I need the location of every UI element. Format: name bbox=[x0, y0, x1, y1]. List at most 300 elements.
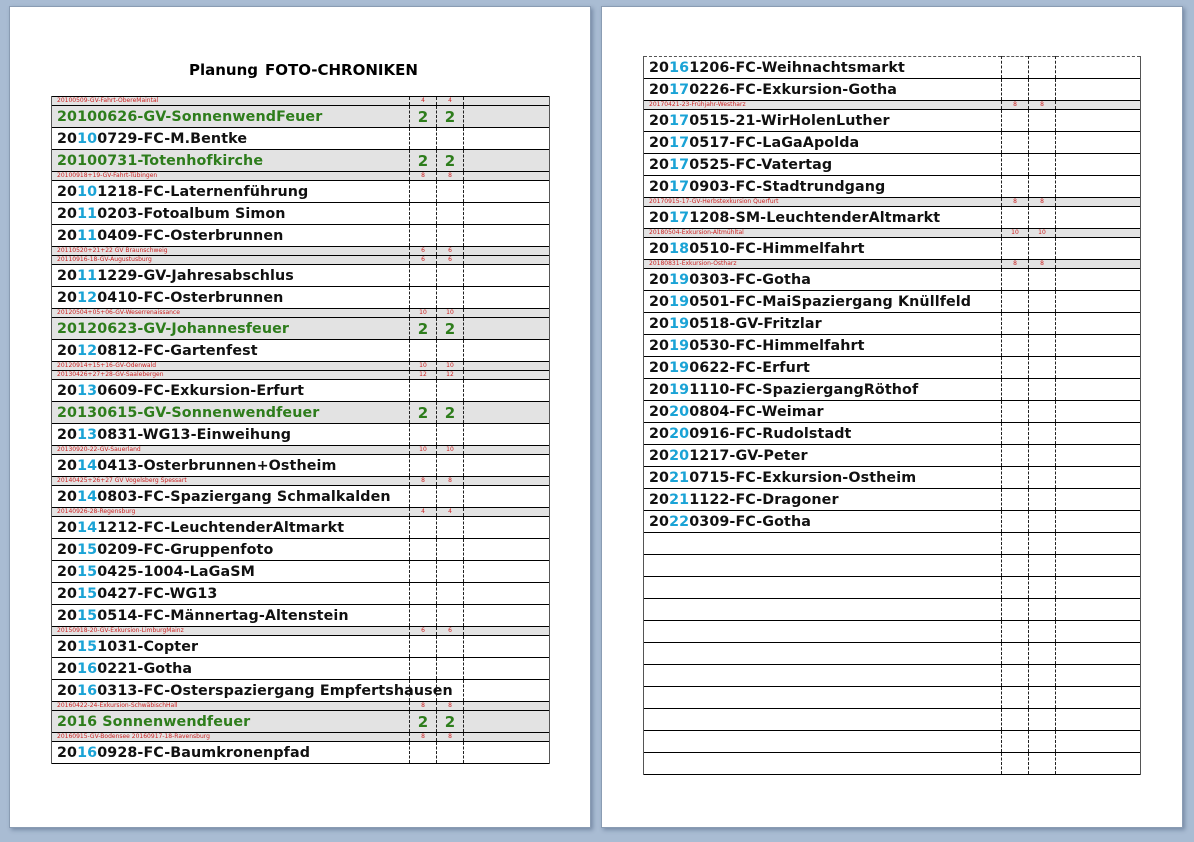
entry-year-prefix: 20 bbox=[57, 563, 78, 580]
trip-note-row bbox=[52, 97, 550, 106]
entry-year-highlight: 15 bbox=[77, 541, 98, 558]
count-cell-a bbox=[1002, 229, 1029, 238]
count-cell-a bbox=[1002, 357, 1029, 379]
spare-cell bbox=[1056, 198, 1141, 207]
count-cell-a bbox=[410, 309, 437, 318]
entry-name-cell bbox=[52, 680, 453, 702]
count-cell-a bbox=[410, 605, 437, 627]
count-cell-b bbox=[437, 318, 464, 340]
count-cell-a bbox=[1002, 445, 1029, 467]
entry-name-cell bbox=[644, 229, 1002, 238]
entry-name-cell bbox=[52, 636, 410, 658]
table-row bbox=[52, 583, 550, 605]
count-cell-a bbox=[410, 583, 437, 605]
entry-name-cell bbox=[52, 181, 410, 203]
entry-name-cell bbox=[52, 265, 410, 287]
entry-name-cell bbox=[644, 445, 1002, 467]
spare-cell bbox=[464, 371, 550, 380]
entry-year-prefix: 20 bbox=[57, 607, 78, 624]
spare-cell bbox=[1056, 621, 1141, 643]
entry-year-prefix: 20 bbox=[57, 130, 78, 147]
count-b: 8 bbox=[448, 172, 452, 179]
spare-cell bbox=[1056, 101, 1141, 110]
count-cell-a bbox=[410, 172, 437, 181]
table-row bbox=[52, 561, 550, 583]
entry-name-rest: 0209-FC-Gruppenfoto bbox=[97, 541, 274, 558]
count-cell-b bbox=[1029, 467, 1056, 489]
count-cell-b bbox=[1029, 665, 1056, 687]
entry-year-highlight: 15 bbox=[77, 563, 98, 580]
spare-cell bbox=[1056, 110, 1141, 132]
entry-name-rest: 0313-FC-Osterspaziergang Empfertshausen bbox=[97, 682, 453, 699]
count-cell-b bbox=[437, 477, 464, 486]
count-b: 2 bbox=[444, 712, 456, 731]
count-cell-b bbox=[437, 380, 464, 402]
entry-name-rest: 1031-Copter bbox=[97, 638, 199, 655]
trip-note-row bbox=[52, 256, 550, 265]
entry-year-highlight: 16 bbox=[77, 744, 98, 761]
count-cell-a bbox=[410, 225, 437, 247]
entry-year-prefix: 20 bbox=[649, 209, 670, 226]
count-cell-a bbox=[410, 455, 437, 477]
count-b: 6 bbox=[448, 627, 452, 634]
count-cell-b bbox=[1029, 313, 1056, 335]
entry-name-rest: 1122-FC-Dragoner bbox=[689, 491, 839, 508]
entry-name-rest: 1217-GV-Peter bbox=[689, 447, 808, 464]
entry-name-rest: 1218-FC-Laternenführung bbox=[97, 183, 309, 200]
table-row bbox=[644, 335, 1141, 357]
count-cell-b bbox=[437, 181, 464, 203]
count-cell-b bbox=[1029, 101, 1056, 110]
count-cell-b bbox=[437, 561, 464, 583]
trip-note-row bbox=[644, 229, 1141, 238]
spare-cell bbox=[464, 583, 550, 605]
entry-year-prefix: 20 bbox=[649, 337, 670, 354]
entry-year-prefix: 20 bbox=[57, 541, 78, 558]
table-row bbox=[52, 486, 550, 508]
table-row bbox=[644, 176, 1141, 198]
entry-year-prefix: 20 bbox=[57, 585, 78, 602]
document-page-left bbox=[9, 6, 591, 828]
count-cell-b bbox=[437, 172, 464, 181]
count-b: 10 bbox=[446, 362, 454, 369]
count-cell-a bbox=[1002, 313, 1029, 335]
spare-cell bbox=[464, 287, 550, 309]
spare-cell bbox=[464, 477, 550, 486]
spare-cell bbox=[464, 225, 550, 247]
entry-year-prefix: 20 bbox=[57, 267, 78, 284]
entry-name: 20130615-GV-Sonnenwendfeuer bbox=[57, 404, 320, 421]
count-cell-b bbox=[437, 106, 464, 128]
entry-name-cell bbox=[52, 733, 410, 742]
count-cell-b bbox=[1029, 269, 1056, 291]
count-cell-a bbox=[410, 508, 437, 517]
empty-row bbox=[644, 643, 1141, 665]
table-row bbox=[52, 181, 550, 203]
spare-cell bbox=[1056, 132, 1141, 154]
empty-row bbox=[644, 599, 1141, 621]
entry-year-highlight: 17 bbox=[669, 134, 690, 151]
spare-cell bbox=[464, 247, 550, 256]
spare-cell bbox=[1056, 555, 1141, 577]
entry-year-prefix: 20 bbox=[57, 342, 78, 359]
spare-cell bbox=[1056, 176, 1141, 198]
count-cell-a bbox=[410, 446, 437, 455]
entry-name-cell bbox=[52, 172, 410, 181]
count-b: 2 bbox=[444, 319, 456, 338]
table-row bbox=[644, 269, 1141, 291]
entry-name-rest: 0409-FC-Osterbrunnen bbox=[97, 227, 284, 244]
entry-name-cell bbox=[52, 658, 410, 680]
count-cell-b bbox=[437, 508, 464, 517]
count-a: 10 bbox=[419, 309, 427, 316]
count-cell-b bbox=[1029, 79, 1056, 101]
entry-name-cell bbox=[52, 362, 410, 371]
entry-name-cell bbox=[52, 318, 410, 340]
spare-cell bbox=[464, 172, 550, 181]
table-row bbox=[644, 489, 1141, 511]
count-cell-a bbox=[1002, 207, 1029, 229]
count-cell-a bbox=[410, 517, 437, 539]
entry-year-prefix: 20 bbox=[57, 205, 78, 222]
count-cell-a bbox=[410, 181, 437, 203]
entry-year-prefix: 20 bbox=[649, 240, 670, 257]
count-b: 8 bbox=[448, 477, 452, 484]
entry-year-prefix: 20 bbox=[649, 491, 670, 508]
entry-year-highlight: 16 bbox=[77, 660, 98, 677]
count-a: 10 bbox=[419, 362, 427, 369]
count-cell-b bbox=[437, 265, 464, 287]
entry-name-cell bbox=[644, 176, 1002, 198]
spare-cell bbox=[1056, 269, 1141, 291]
empty-row bbox=[644, 753, 1141, 775]
entry-year-prefix: 20 bbox=[57, 227, 78, 244]
entry-year-prefix: 20 bbox=[649, 425, 670, 442]
count-a: 8 bbox=[421, 477, 425, 484]
spare-cell bbox=[464, 309, 550, 318]
entry-name-rest: 1110-FC-SpaziergangRöthof bbox=[689, 381, 919, 398]
entry-name-cell bbox=[644, 687, 1002, 709]
count-b: 2 bbox=[444, 403, 456, 422]
table-row bbox=[644, 57, 1141, 79]
count-cell-a bbox=[1002, 154, 1029, 176]
count-a: 2 bbox=[417, 403, 429, 422]
spare-cell bbox=[464, 150, 550, 172]
table-row bbox=[52, 658, 550, 680]
count-cell-b bbox=[1029, 335, 1056, 357]
count-cell-a bbox=[410, 539, 437, 561]
count-cell-b bbox=[1029, 110, 1056, 132]
entry-year-highlight: 11 bbox=[77, 227, 98, 244]
entry-year-prefix: 20 bbox=[649, 293, 670, 310]
count-cell-b bbox=[437, 247, 464, 256]
entry-year-highlight: 16 bbox=[77, 682, 98, 699]
entry-name-cell bbox=[644, 555, 1002, 577]
entry-year-prefix: 20 bbox=[57, 426, 78, 443]
entry-name-rest: 1229-GV-Jahresabschlus bbox=[97, 267, 294, 284]
trip-note-row bbox=[52, 446, 550, 455]
count-cell-b bbox=[437, 455, 464, 477]
table-row bbox=[644, 207, 1141, 229]
trip-note-row bbox=[644, 198, 1141, 207]
entry-name-cell bbox=[52, 702, 410, 711]
entry-year-prefix: 20 bbox=[57, 638, 78, 655]
count-cell-b bbox=[437, 605, 464, 627]
count-cell-b bbox=[437, 486, 464, 508]
empty-row bbox=[644, 709, 1141, 731]
count-cell-a bbox=[1002, 731, 1029, 753]
entry-year-prefix: 20 bbox=[649, 156, 670, 173]
trip-note-text: 20170915-17-GV-Herbstexkursion Querfurt bbox=[649, 198, 779, 205]
entry-name-rest: 0928-FC-Baumkronenpfad bbox=[97, 744, 311, 761]
count-cell-a bbox=[1002, 176, 1029, 198]
spare-cell bbox=[1056, 335, 1141, 357]
spare-cell bbox=[464, 424, 550, 446]
spare-cell bbox=[464, 702, 550, 711]
table-row bbox=[52, 318, 550, 340]
spare-cell bbox=[464, 517, 550, 539]
table-row bbox=[644, 445, 1141, 467]
trip-note-text: 20130920-22-GV-Sauerland bbox=[57, 446, 141, 453]
count-cell-a bbox=[1002, 511, 1029, 533]
entry-name-cell bbox=[644, 132, 1002, 154]
count-cell-b bbox=[1029, 511, 1056, 533]
count-cell-b bbox=[1029, 489, 1056, 511]
count-cell-a bbox=[410, 636, 437, 658]
count-b: 6 bbox=[448, 247, 452, 254]
count-b: 8 bbox=[1040, 198, 1044, 205]
trip-note-text: 20140425+26+27 GV Vogelsberg Spessart bbox=[57, 477, 187, 484]
table-row bbox=[644, 238, 1141, 260]
spare-cell bbox=[1056, 687, 1141, 709]
trip-note-text: 20150918-20-GV-Exkursion-LimburgMainz bbox=[57, 627, 184, 634]
count-a: 2 bbox=[417, 319, 429, 338]
spare-cell bbox=[464, 203, 550, 225]
count-a: 8 bbox=[1013, 101, 1017, 108]
chronicle-table-right bbox=[643, 56, 1141, 775]
table-row bbox=[644, 357, 1141, 379]
count-cell-b bbox=[1029, 445, 1056, 467]
trip-note-row bbox=[644, 260, 1141, 269]
spare-cell bbox=[464, 742, 550, 764]
entry-name-cell bbox=[644, 577, 1002, 599]
entry-name-cell bbox=[52, 486, 410, 508]
spare-cell bbox=[464, 446, 550, 455]
count-cell-b bbox=[1029, 132, 1056, 154]
entry-name-cell bbox=[644, 533, 1002, 555]
empty-row bbox=[644, 555, 1141, 577]
entry-name-cell bbox=[644, 401, 1002, 423]
count-b: 8 bbox=[1040, 101, 1044, 108]
count-cell-a bbox=[410, 362, 437, 371]
entry-name-rest: 0903-FC-Stadtrundgang bbox=[689, 178, 886, 195]
count-cell-a bbox=[410, 702, 437, 711]
count-cell-a bbox=[410, 658, 437, 680]
count-cell-a bbox=[410, 106, 437, 128]
entry-year-prefix: 20 bbox=[57, 744, 78, 761]
count-cell-a bbox=[410, 561, 437, 583]
entry-name-cell bbox=[644, 379, 1002, 401]
count-b: 10 bbox=[446, 309, 454, 316]
count-cell-a bbox=[1002, 489, 1029, 511]
trip-note-row bbox=[52, 702, 550, 711]
entry-year-highlight: 18 bbox=[669, 240, 690, 257]
count-b: 4 bbox=[448, 97, 452, 104]
entry-name-rest: 0609-FC-Exkursion-Erfurt bbox=[97, 382, 305, 399]
entry-name-rest: 0916-FC-Rudolstadt bbox=[689, 425, 852, 442]
trip-note-row bbox=[52, 172, 550, 181]
trip-note-row bbox=[52, 733, 550, 742]
trip-note-row bbox=[52, 477, 550, 486]
entry-year-prefix: 20 bbox=[649, 59, 670, 76]
entry-name-rest: 0510-FC-Himmelfahrt bbox=[689, 240, 865, 257]
count-cell-b bbox=[437, 371, 464, 380]
trip-note-text: 20100918+19-GV-Fahrt-Tübingen bbox=[57, 172, 158, 179]
count-cell-b bbox=[1029, 198, 1056, 207]
count-cell-a bbox=[1002, 198, 1029, 207]
entry-name-cell bbox=[644, 198, 1002, 207]
count-cell-a bbox=[410, 733, 437, 742]
empty-row bbox=[644, 665, 1141, 687]
entry-year-highlight: 17 bbox=[669, 209, 690, 226]
count-cell-a bbox=[1002, 709, 1029, 731]
spare-cell bbox=[464, 627, 550, 636]
table-row bbox=[52, 455, 550, 477]
document-page-right bbox=[601, 6, 1183, 828]
count-cell-a bbox=[1002, 379, 1029, 401]
count-cell-a bbox=[410, 97, 437, 106]
entry-name-cell bbox=[644, 511, 1002, 533]
entry-year-highlight: 15 bbox=[77, 638, 98, 655]
count-cell-b bbox=[437, 742, 464, 764]
entry-year-highlight: 11 bbox=[77, 205, 98, 222]
count-cell-a bbox=[1002, 423, 1029, 445]
trip-note-text: 20160915-GV-Bodensee 20160917-18-Ravensburg bbox=[57, 733, 210, 740]
entry-name-rest: 1212-FC-LeuchtenderAltmarkt bbox=[97, 519, 345, 536]
trip-note-row bbox=[52, 508, 550, 517]
entry-name-cell bbox=[52, 256, 410, 265]
count-cell-b bbox=[437, 583, 464, 605]
count-cell-a bbox=[1002, 101, 1029, 110]
entry-name-cell bbox=[644, 357, 1002, 379]
entry-name-cell bbox=[644, 621, 1002, 643]
entry-name-cell bbox=[52, 247, 410, 256]
spare-cell bbox=[464, 106, 550, 128]
trip-note-text: 20140926-28-Regensburg bbox=[57, 508, 136, 515]
count-cell-a bbox=[410, 742, 437, 764]
title-part-foto-chroniken: FOTO-CHRONIKEN bbox=[265, 61, 418, 79]
entry-name-cell bbox=[644, 207, 1002, 229]
count-cell-b bbox=[1029, 260, 1056, 269]
entry-name-cell bbox=[52, 627, 410, 636]
count-b: 2 bbox=[444, 107, 456, 126]
table-row bbox=[52, 424, 550, 446]
entry-name-cell bbox=[52, 583, 410, 605]
trip-note-row bbox=[52, 247, 550, 256]
entry-name-cell bbox=[52, 455, 410, 477]
spare-cell bbox=[464, 636, 550, 658]
entry-year-prefix: 20 bbox=[649, 81, 670, 98]
count-cell-b bbox=[437, 711, 464, 733]
spare-cell bbox=[464, 711, 550, 733]
entry-name-rest: 0831-WG13-Einweihung bbox=[97, 426, 292, 443]
entry-year-highlight: 19 bbox=[669, 293, 690, 310]
entry-name-rest: 0622-FC-Erfurt bbox=[689, 359, 810, 376]
entry-name-cell bbox=[52, 605, 410, 627]
count-b: 4 bbox=[448, 508, 452, 515]
count-cell-b bbox=[1029, 207, 1056, 229]
table-row bbox=[52, 225, 550, 247]
count-cell-a bbox=[410, 128, 437, 150]
table-row bbox=[644, 467, 1141, 489]
entry-name-cell bbox=[644, 599, 1002, 621]
entry-year-highlight: 11 bbox=[77, 267, 98, 284]
trip-note-text: 20180504-Exkursion-Altmühltal bbox=[649, 229, 744, 236]
count-cell-b bbox=[1029, 599, 1056, 621]
count-cell-a bbox=[410, 380, 437, 402]
spare-cell bbox=[464, 402, 550, 424]
count-cell-b bbox=[1029, 357, 1056, 379]
spare-cell bbox=[464, 508, 550, 517]
count-cell-a bbox=[410, 203, 437, 225]
entry-name-rest: 0517-FC-LaGaApolda bbox=[689, 134, 860, 151]
entry-name-rest: 0525-FC-Vatertag bbox=[689, 156, 833, 173]
count-cell-a bbox=[410, 150, 437, 172]
entry-name-rest: 0729-FC-M.Bentke bbox=[97, 130, 248, 147]
table-row bbox=[644, 132, 1141, 154]
count-cell-b bbox=[437, 97, 464, 106]
spare-cell bbox=[464, 265, 550, 287]
count-cell-b bbox=[1029, 154, 1056, 176]
table-row bbox=[644, 110, 1141, 132]
entry-name-rest: 1208-SM-LeuchtenderAltmarkt bbox=[689, 209, 941, 226]
entry-name-cell bbox=[644, 335, 1002, 357]
spare-cell bbox=[1056, 401, 1141, 423]
empty-row bbox=[644, 621, 1141, 643]
table-row bbox=[52, 287, 550, 309]
spare-cell bbox=[464, 680, 550, 702]
chronicle-table-left bbox=[51, 96, 550, 764]
count-a: 4 bbox=[421, 508, 425, 515]
spare-cell bbox=[464, 318, 550, 340]
count-cell-b bbox=[437, 658, 464, 680]
entry-year-highlight: 14 bbox=[77, 488, 98, 505]
entry-name-rest: 0501-FC-MaiSpaziergang Knüllfeld bbox=[689, 293, 972, 310]
entry-name-cell bbox=[52, 106, 410, 128]
entry-year-prefix: 20 bbox=[649, 112, 670, 129]
entry-name-cell bbox=[644, 709, 1002, 731]
count-cell-b bbox=[437, 424, 464, 446]
spare-cell bbox=[1056, 577, 1141, 599]
entry-name-cell bbox=[52, 402, 410, 424]
count-cell-b bbox=[1029, 229, 1056, 238]
entry-year-prefix: 20 bbox=[57, 488, 78, 505]
spare-cell bbox=[1056, 79, 1141, 101]
count-cell-b bbox=[437, 733, 464, 742]
trip-note-row bbox=[52, 371, 550, 380]
count-cell-b bbox=[437, 309, 464, 318]
count-cell-a bbox=[1002, 577, 1029, 599]
entry-year-highlight: 12 bbox=[77, 289, 98, 306]
count-b: 8 bbox=[448, 702, 452, 709]
table-row bbox=[52, 106, 550, 128]
entry-year-highlight: 22 bbox=[669, 513, 690, 530]
trip-note-row bbox=[52, 362, 550, 371]
trip-note-text: 20180831-Exkursion-Ostharz bbox=[649, 260, 737, 267]
count-cell-a bbox=[410, 424, 437, 446]
entry-year-highlight: 17 bbox=[669, 156, 690, 173]
spare-cell bbox=[1056, 260, 1141, 269]
